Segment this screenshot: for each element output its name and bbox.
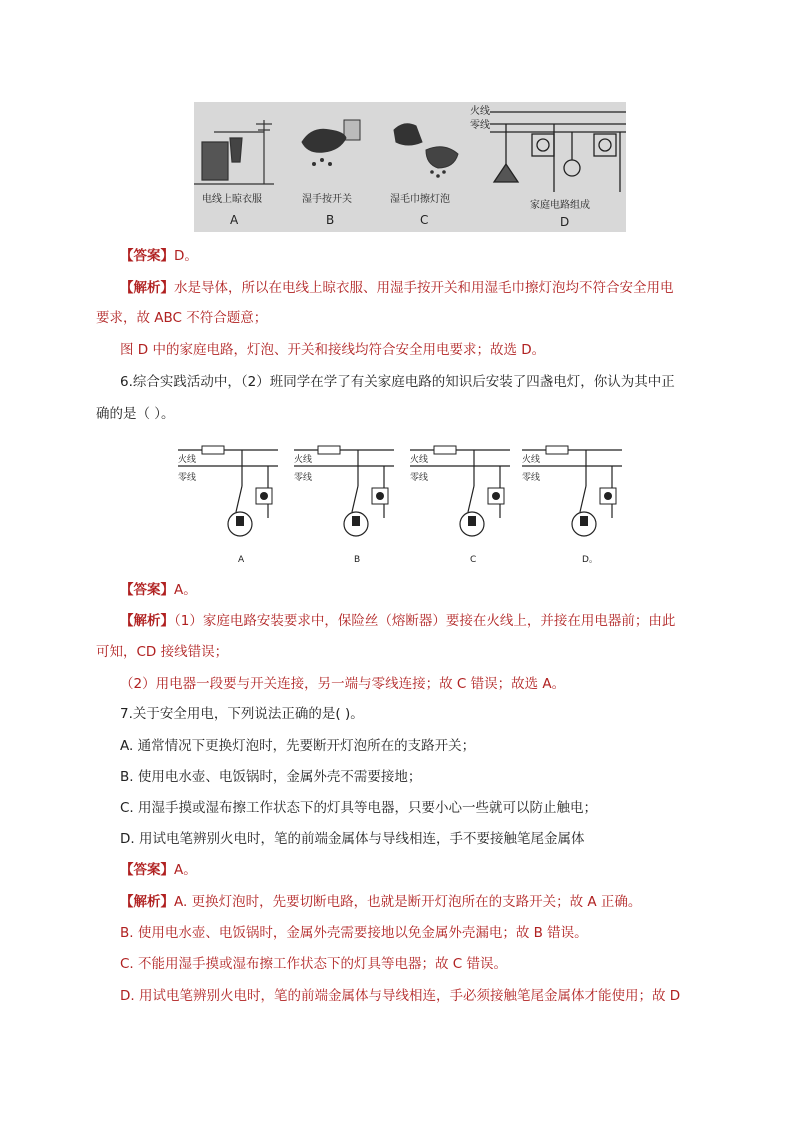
bulb-base [352,516,360,526]
circuit-option-label: D。 [582,555,598,565]
answer-text: D。 [174,248,198,264]
analysis-text: 水是导体，所以在电线上晾衣服、用湿手按开关和用湿毛巾擦灯泡均不符合安全用电 [174,280,674,296]
wire-c [468,486,474,512]
circuit-neutral-label: 零线 [178,473,197,483]
wire-c [580,486,586,512]
q7-option-c: C. 用湿手摸或湿布擦工作状态下的灯具等电器，只要小心一些就可以防止触电； [120,800,598,816]
analysis-text: A. 更换灯泡时，先要切断电路，也就是断开灯泡所在的支路开关；故 A 正确。 [174,894,642,910]
fuse [546,446,568,454]
q7-analysis-a [120,892,641,912]
analysis-text: （1）家庭电路安装要求中，保险丝（熔断器）要接在火线上，并接在用电器前；由此 [174,613,676,629]
fig-top-neutral-label: 零线 [470,120,490,131]
fuse [202,446,224,454]
q7-option-b: B. 使用电水壶、电饭锅时，金属外壳不需要接地； [120,769,422,785]
bulb-base [236,516,244,526]
circuit-option-label: A [238,555,245,565]
fig-top-c-letter: C [420,213,429,227]
socket-dot [604,492,612,500]
fig-top-d-caption: 家庭电路组成 [530,200,590,211]
fig-top-b-caption: 湿手按开关 [302,194,352,205]
fuse [434,446,456,454]
circuit-option-label: B [354,555,361,565]
q7-option-a: A. 通常情况下更换灯泡时，先要断开灯泡所在的支路开关； [120,738,476,754]
fig-top-b-letter: B [326,213,335,227]
bulb-base [580,516,588,526]
q6-analysis-line1 [120,611,675,631]
wire-c [236,486,242,512]
socket-dot [492,492,500,500]
circuit-option-label: C [470,555,477,565]
q6-analysis-line3: （2）用电器一段要与开关连接，另一端与零线连接；故 C 错误；故选 A。 [120,676,566,692]
circuit-option-2 [410,446,510,565]
circuit-fire-label: 火线 [178,455,197,465]
q6-stem-line2: 确的是（ ）。 [96,406,175,422]
q7-stem: 7.关于安全用电，下列说法正确的是( )。 [120,706,364,722]
q5-analysis-line2: 要求，故 ABC 不符合题意； [96,310,268,326]
circuit-neutral-label: 零线 [294,473,313,483]
q5-analysis-line1 [120,278,674,298]
socket-dot [376,492,384,500]
q7-analysis-c: C. 不能用湿手摸或湿布擦工作状态下的灯具等电器；故 C 错误。 [120,956,508,972]
bulb-base [468,516,476,526]
circuit-neutral-label: 零线 [522,473,541,483]
answer-tag: 【答案】 [120,862,174,878]
circuit-neutral-label: 零线 [410,473,429,483]
circuit-option-0 [178,446,278,565]
q6-analysis-line2: 可知，CD 接线错误； [96,644,229,660]
safety-illustration-figure [194,102,626,232]
analysis-tag: 【解析】 [120,894,174,910]
q5-answer [120,246,198,266]
q7-analysis-b: B. 使用电水壶、电饭锅时，金属外壳需要接地以免金属外壳漏电；故 B 错误。 [120,925,588,941]
answer-tag: 【答案】 [120,582,174,598]
analysis-tag: 【解析】 [120,280,174,296]
circuit-fire-label: 火线 [410,455,429,465]
fig-top-a-letter: A [230,213,239,227]
q7-answer [120,860,197,880]
answer-text: A。 [174,582,197,598]
circuit-option-1 [294,446,394,565]
q7-option-d: D. 用试电笔辨别火电时，笔的前端金属体与导线相连，手不要接触笔尾金属体 [120,831,585,847]
q6-answer [120,580,197,600]
answer-text: A。 [174,862,197,878]
circuit-fire-label: 火线 [522,455,541,465]
wire-c [352,486,358,512]
socket-dot [260,492,268,500]
analysis-tag: 【解析】 [120,613,174,629]
fig-top-c-caption: 湿毛巾擦灯泡 [390,194,450,205]
fuse [318,446,340,454]
circuit-options-figure [170,440,630,570]
fig-top-d-letter: D [560,215,570,229]
fig-top-a-caption: 电线上晾衣服 [202,194,262,205]
answer-tag: 【答案】 [120,248,174,264]
circuit-fire-label: 火线 [294,455,313,465]
fig-top-fire-label: 火线 [470,106,490,117]
circuit-option-3 [522,446,622,565]
q5-analysis-line3: 图 D 中的家庭电路，灯泡、开关和接线均符合安全用电要求；故选 D。 [120,342,546,358]
q7-analysis-d: D. 用试电笔辨别火电时，笔的前端金属体与导线相连，手必须接触笔尾金属体才能使用；故 D [120,988,681,1004]
q6-stem-line1: 6.综合实践活动中，（2）班同学在学了有关家庭电路的知识后安装了四盏电灯，你认为其中正 [120,374,675,390]
